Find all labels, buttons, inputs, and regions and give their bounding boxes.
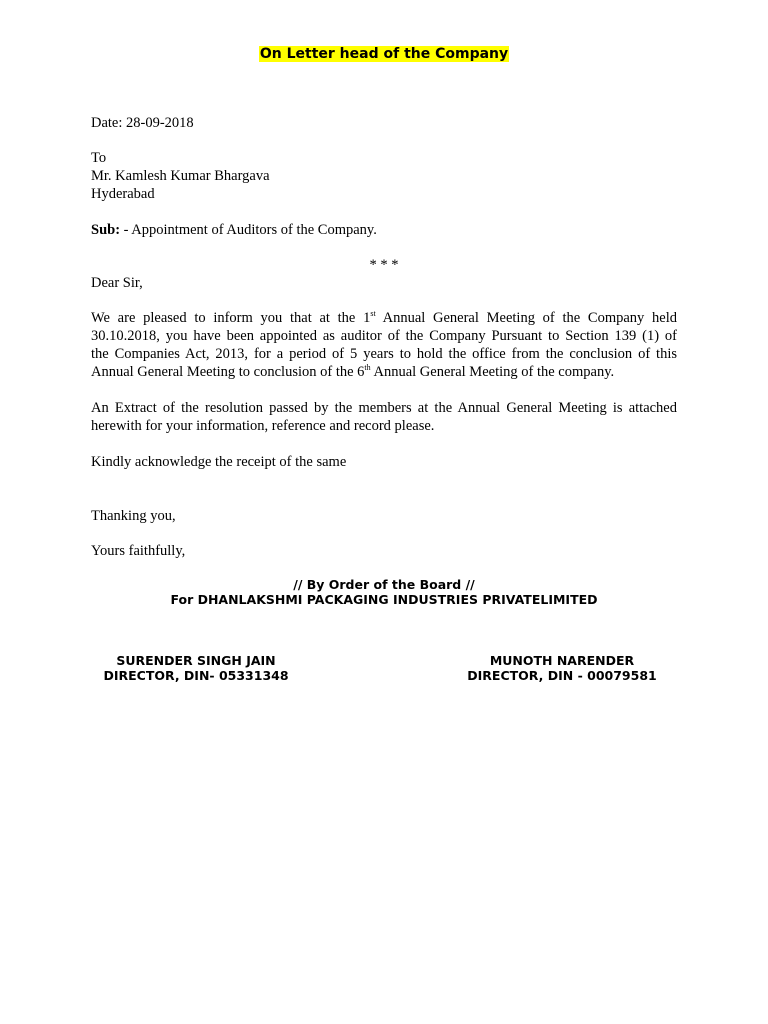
- ordinal-sup-2: th: [364, 363, 371, 373]
- date-line: Date: 28-09-2018: [91, 115, 194, 131]
- thanks-line: Thanking you,: [91, 508, 176, 524]
- signatory-right-title: DIRECTOR, DIN - 00079581: [467, 668, 657, 683]
- letterhead-highlight: On Letter head of the Company: [259, 46, 509, 62]
- acknowledge-line: Kindly acknowledge the receipt of the same: [91, 454, 347, 470]
- salutation: Dear Sir,: [91, 275, 143, 291]
- main-paragraph: [91, 309, 677, 381]
- main-paragraph-line-3: the Companies Act, 2013, for a period of 5 years to hold the office from the conclusion of this: [91, 346, 677, 362]
- closing-line: Yours faithfully,: [91, 543, 186, 559]
- main-l1-b: Annual General Meeting of the Company held: [375, 310, 677, 326]
- separator-stars: * * *: [369, 257, 399, 273]
- signatory-left: [66, 653, 326, 683]
- extract-paragraph: [91, 399, 677, 435]
- recipient-to-label: To: [91, 150, 107, 166]
- main-paragraph-line-1: [91, 309, 677, 327]
- main-paragraph-line-2: 30.10.2018, you have been appointed as auditor of the Company Pursuant to Section 139 (1) of: [91, 328, 677, 344]
- recipient-block: [91, 149, 677, 203]
- recipient-name: Mr. Kamlesh Kumar Bhargava: [91, 168, 270, 184]
- letterhead-heading: [0, 45, 768, 63]
- extract-paragraph-line-1: An Extract of the resolution passed by the members at the Annual General Meeting is attached: [91, 400, 677, 416]
- board-order-line: // By Order of the Board //: [293, 577, 475, 592]
- main-l4-b: Annual General Meeting of the company.: [370, 364, 615, 380]
- extract-paragraph-line-2: herewith for your information, reference and record please.: [91, 418, 435, 434]
- main-l1-a: We are pleased to inform you that at the 1: [91, 310, 371, 326]
- signatory-left-title: DIRECTOR, DIN- 05331348: [103, 668, 289, 683]
- signatory-left-name: SURENDER SINGH JAIN: [116, 653, 276, 668]
- main-paragraph-line-4: [91, 363, 677, 381]
- main-l4-a: Annual General Meeting to conclusion of the 6: [91, 364, 365, 380]
- subject-label: Sub:: [91, 222, 121, 238]
- signatory-right: [432, 653, 692, 683]
- ordinal-sup-1: st: [370, 309, 376, 319]
- company-name-line: For DHANLAKSHMI PACKAGING INDUSTRIES PRIVATELIMITED: [170, 592, 598, 607]
- signatory-right-name: MUNOTH NARENDER: [489, 653, 635, 668]
- subject-line: [91, 221, 677, 239]
- subject-text: - Appointment of Auditors of the Company.: [120, 222, 377, 238]
- recipient-city: Hyderabad: [91, 186, 155, 202]
